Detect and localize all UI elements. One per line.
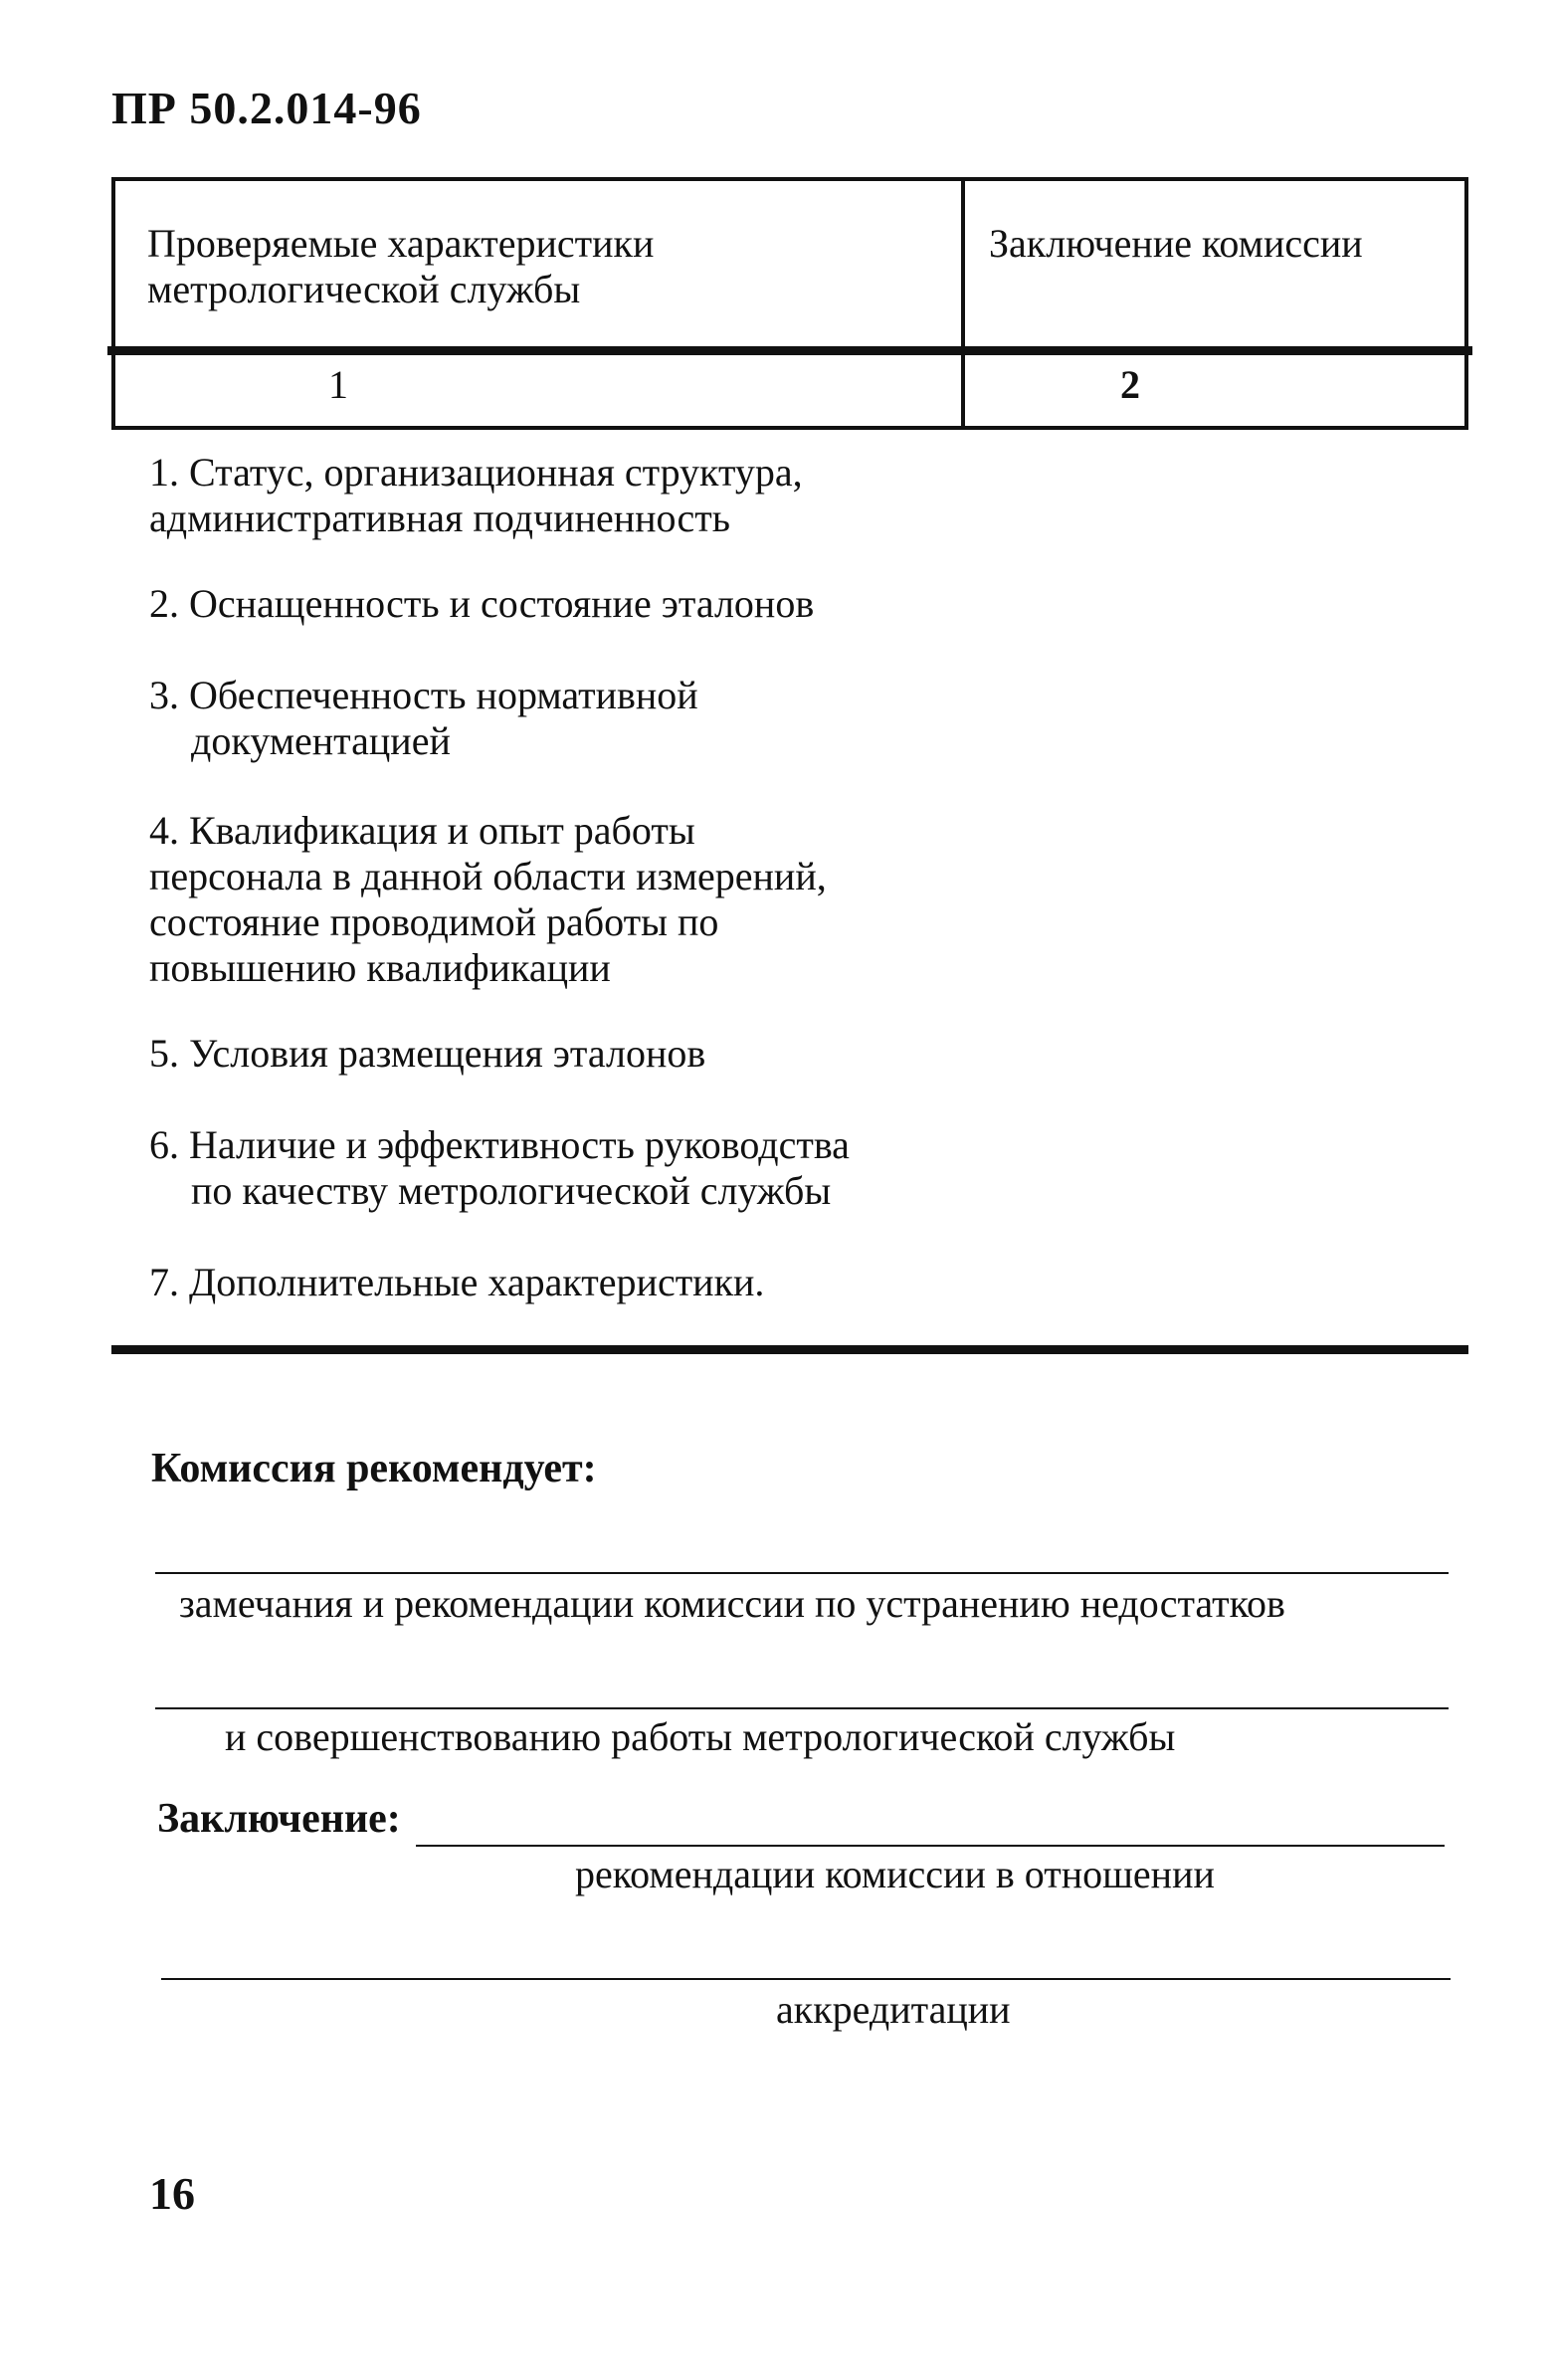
section-divider <box>111 1345 1468 1354</box>
list-item-status <box>149 450 803 541</box>
conclusion-fill-line-2 <box>161 1978 1451 1980</box>
table-column-number-2: 2 <box>1120 362 1140 407</box>
list-item-placement <box>149 1031 705 1077</box>
recommendations-fill-line-2 <box>155 1707 1449 1709</box>
table-header-characteristics-line1: Проверяемые характеристики <box>147 221 655 266</box>
table-header-characteristics <box>147 221 654 312</box>
list-item-line: 3. Обеспеченность нормативной <box>149 673 698 717</box>
list-item-line: повышению квалификации <box>149 945 611 990</box>
table-header-characteristics-line2: метрологической службы <box>147 267 581 311</box>
list-item-line: 2. Оснащенность и состояние эталонов <box>149 581 815 626</box>
conclusion-caption-1: рекомендации комиссии в отношении <box>575 1852 1215 1896</box>
list-item-line: 5. Условия размещения эталонов <box>149 1031 706 1076</box>
table-header-conclusion: Заключение комиссии <box>989 221 1363 266</box>
conclusion-label: Заключение: <box>157 1796 401 1842</box>
conclusion-fill-line-1 <box>416 1845 1445 1847</box>
list-item-additional <box>149 1260 764 1305</box>
recommendations-caption-2: и совершенствованию работы метрологической службы <box>225 1714 1176 1759</box>
recommendations-caption-1: замечания и рекомендации комиссии по устранению недостатков <box>179 1581 1285 1626</box>
list-item-line: административная подчиненность <box>149 496 730 540</box>
list-item-documentation <box>149 673 698 764</box>
list-item-line: документацией <box>191 718 451 763</box>
list-item-quality-manual <box>149 1122 850 1214</box>
list-item-line: 7. Дополнительные характеристики. <box>149 1260 765 1304</box>
list-item-line: 6. Наличие и эффективность руководства <box>149 1122 850 1167</box>
document-code: ПР 50.2.014-96 <box>111 83 422 133</box>
table-column-number-1: 1 <box>328 362 348 407</box>
list-item-line: состояние проводимой работы по <box>149 899 719 944</box>
table-column-divider <box>961 177 965 430</box>
recommendations-fill-line-1 <box>155 1572 1449 1574</box>
conclusion-caption-2: аккредитации <box>776 1987 1011 2032</box>
table-header-rule <box>107 346 1472 355</box>
list-item-line: по качеству метрологической службы <box>191 1168 832 1213</box>
page-number: 16 <box>149 2168 195 2219</box>
list-item-line: персонала в данной области измерений, <box>149 854 827 898</box>
list-item-qualification <box>149 808 827 991</box>
list-item-line: 4. Квалификация и опыт работы <box>149 808 695 853</box>
list-item-standards <box>149 581 814 627</box>
recommendations-heading: Комиссия рекомендует: <box>151 1446 597 1491</box>
list-item-line: 1. Статус, организационная структура, <box>149 450 803 495</box>
